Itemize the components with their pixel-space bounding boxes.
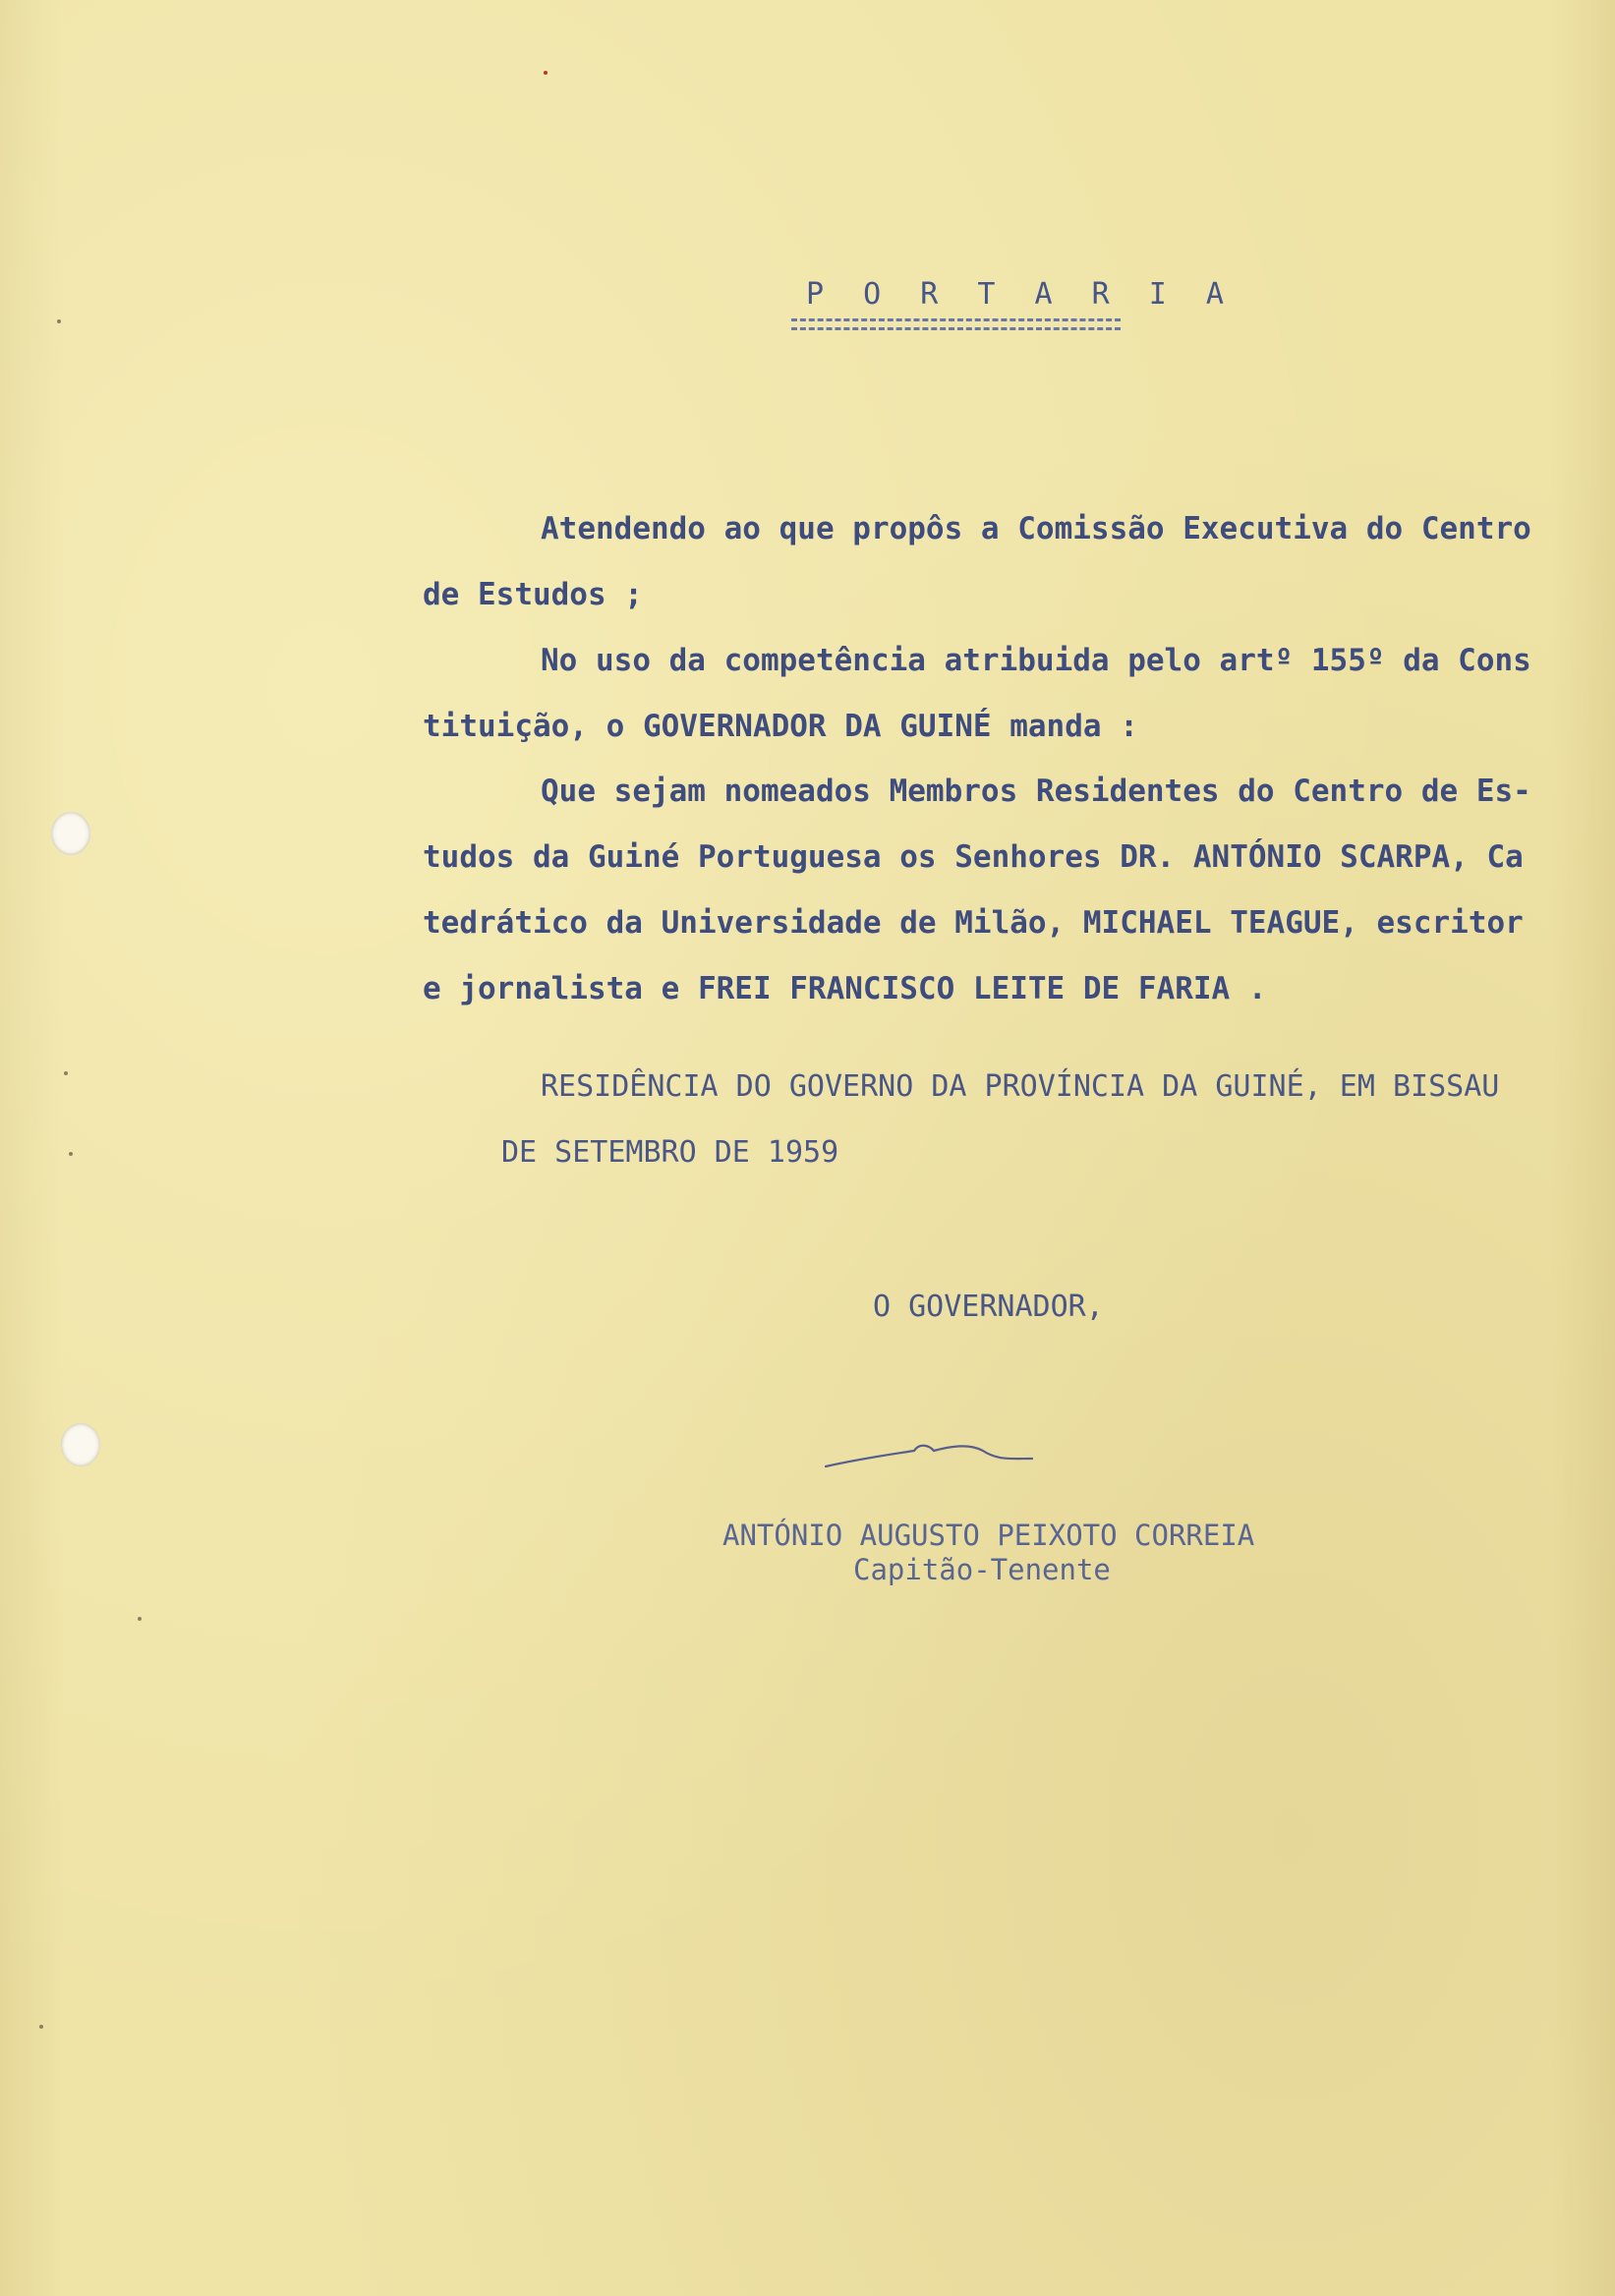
paper-speck (138, 1617, 142, 1621)
body-line-8: e jornalista e FREI FRANCISCO LEITE DE FARIA . (423, 971, 1267, 1006)
body-line-7: tedrático da Universidade de Milão, MICHAEL TEAGUE, escritor (423, 905, 1524, 941)
body-line-6: tudos da Guiné Portuguesa os Senhores DR. ANTÓNIO SCARPA, Ca (423, 839, 1524, 875)
punch-hole-bottom (61, 1423, 100, 1466)
document-title: P O R T A R I A (806, 277, 1235, 312)
paper-speck (69, 1152, 73, 1156)
body-line-5: Que sejam nomeados Membros Residentes do Centro de Es- (541, 774, 1531, 809)
paper-speck (544, 71, 548, 75)
body-line-3: No uso da competência atribuida pelo artº 155º da Cons (541, 643, 1531, 678)
punch-hole-top (51, 812, 90, 855)
signatory-rank: Capitão-Tenente (853, 1553, 1111, 1586)
body-line-1: Atendendo ao que propôs a Comissão Executiva do Centro (541, 511, 1531, 546)
signatory-name: ANTÓNIO AUGUSTO PEIXOTO CORREIA (722, 1519, 1255, 1552)
salutation: O GOVERNADOR, (873, 1290, 1104, 1324)
title-underline (791, 318, 1121, 330)
closing-line-2: DE SETEMBRO DE 1959 (501, 1135, 839, 1170)
body-line-2: de Estudos ; (423, 577, 643, 612)
handwritten-signature (821, 1425, 1037, 1484)
paper-speck (64, 1071, 68, 1075)
paper-speck (39, 2025, 43, 2029)
body-line-4: tituição, o GOVERNADOR DA GUINÉ manda : (423, 709, 1138, 744)
paper-speck (57, 319, 61, 323)
closing-line-1: RESIDÊNCIA DO GOVERNO DA PROVÍNCIA DA GUINÉ, EM BISSAU (541, 1069, 1500, 1104)
